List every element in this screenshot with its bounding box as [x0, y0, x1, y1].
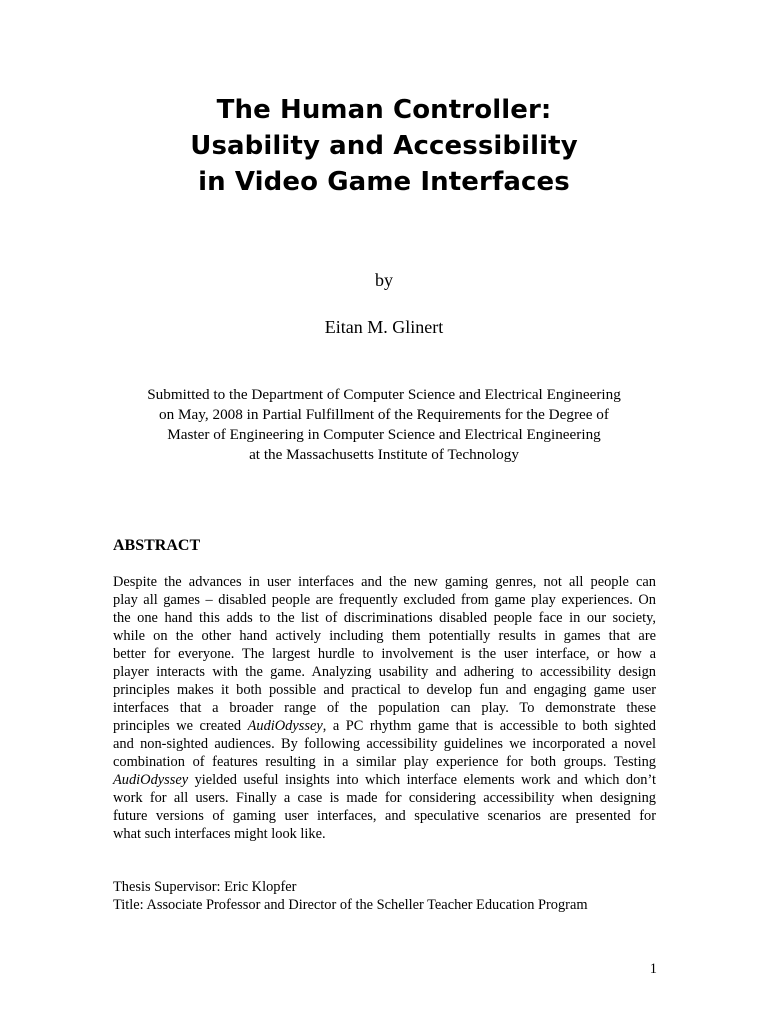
abstract-line: interfaces that a broader range of the population can play. To demonstrate these	[113, 700, 656, 716]
abstract-line: Despite the advances in user interfaces and the new gaming genres, not all people can	[113, 574, 656, 590]
abstract-line: principles makes it both possible and practical to develop fun and engaging game user	[113, 682, 656, 698]
submission-line-2: on May, 2008 in Partial Fulfillment of the Requirements for the Degree of	[159, 406, 609, 423]
abstract-line: what such interfaces might look like.	[113, 826, 326, 842]
abstract-body	[113, 573, 656, 843]
abstract-text: , a PC rhythm game that is accessible to both sighted	[322, 718, 656, 734]
by-label: by	[375, 270, 393, 290]
supervisor-block	[113, 878, 588, 914]
abstract-line: better for everyone. The largest hurdle to involvement is the user interface, or how a	[113, 646, 656, 662]
game-title: AudiOdyssey	[113, 772, 189, 788]
game-title: AudiOdyssey	[247, 718, 323, 734]
abstract-line	[113, 717, 656, 735]
page-number: 1	[649, 961, 657, 977]
supervisor-name: Thesis Supervisor: Eric Klopfer	[113, 879, 297, 895]
title-line-3: in Video Game Interfaces	[198, 167, 570, 197]
abstract-line: while on the other hand actively including them potentially results in games that are	[113, 628, 656, 644]
submission-line-3: Master of Engineering in Computer Science and Electrical Engineering	[167, 426, 601, 443]
submission-line-4: at the Massachusetts Institute of Technology	[249, 446, 519, 463]
title-line-2: Usability and Accessibility	[190, 131, 578, 161]
abstract-line: player interacts with the game. Analyzing usability and adhering to accessibility design	[113, 664, 656, 680]
title-line-1: The Human Controller:	[216, 95, 552, 125]
abstract-text: principles we created	[113, 718, 248, 734]
submission-line-1: Submitted to the Department of Computer Science and Electrical Engineering	[147, 386, 621, 403]
abstract-line: work for all users. Finally a case is made for considering accessibility when designing	[113, 790, 656, 806]
supervisor-title: Title: Associate Professor and Director of the Scheller Teacher Education Program	[113, 897, 588, 913]
abstract-heading: ABSTRACT	[113, 537, 201, 554]
document-title	[0, 92, 768, 200]
abstract-line: play all games – disabled people are frequently excluded from game play experiences. On	[113, 592, 656, 608]
abstract-line: combination of features resulting in a similar play experience for both groups. Testing	[113, 754, 656, 770]
submission-statement	[0, 385, 768, 465]
abstract-line: the one hand this adds to the list of discriminations disabled people face in our society,	[113, 610, 656, 626]
abstract-line: and non-sighted audiences. By following accessibility guidelines we incorporated a novel	[113, 736, 656, 752]
abstract-line: future versions of gaming user interfaces, and speculative scenarios are presented for	[113, 808, 656, 824]
abstract-text: yielded useful insights into which interface elements work and which don’t	[188, 772, 656, 788]
abstract-line	[113, 771, 656, 789]
author-name: Eitan M. Glinert	[324, 317, 444, 337]
